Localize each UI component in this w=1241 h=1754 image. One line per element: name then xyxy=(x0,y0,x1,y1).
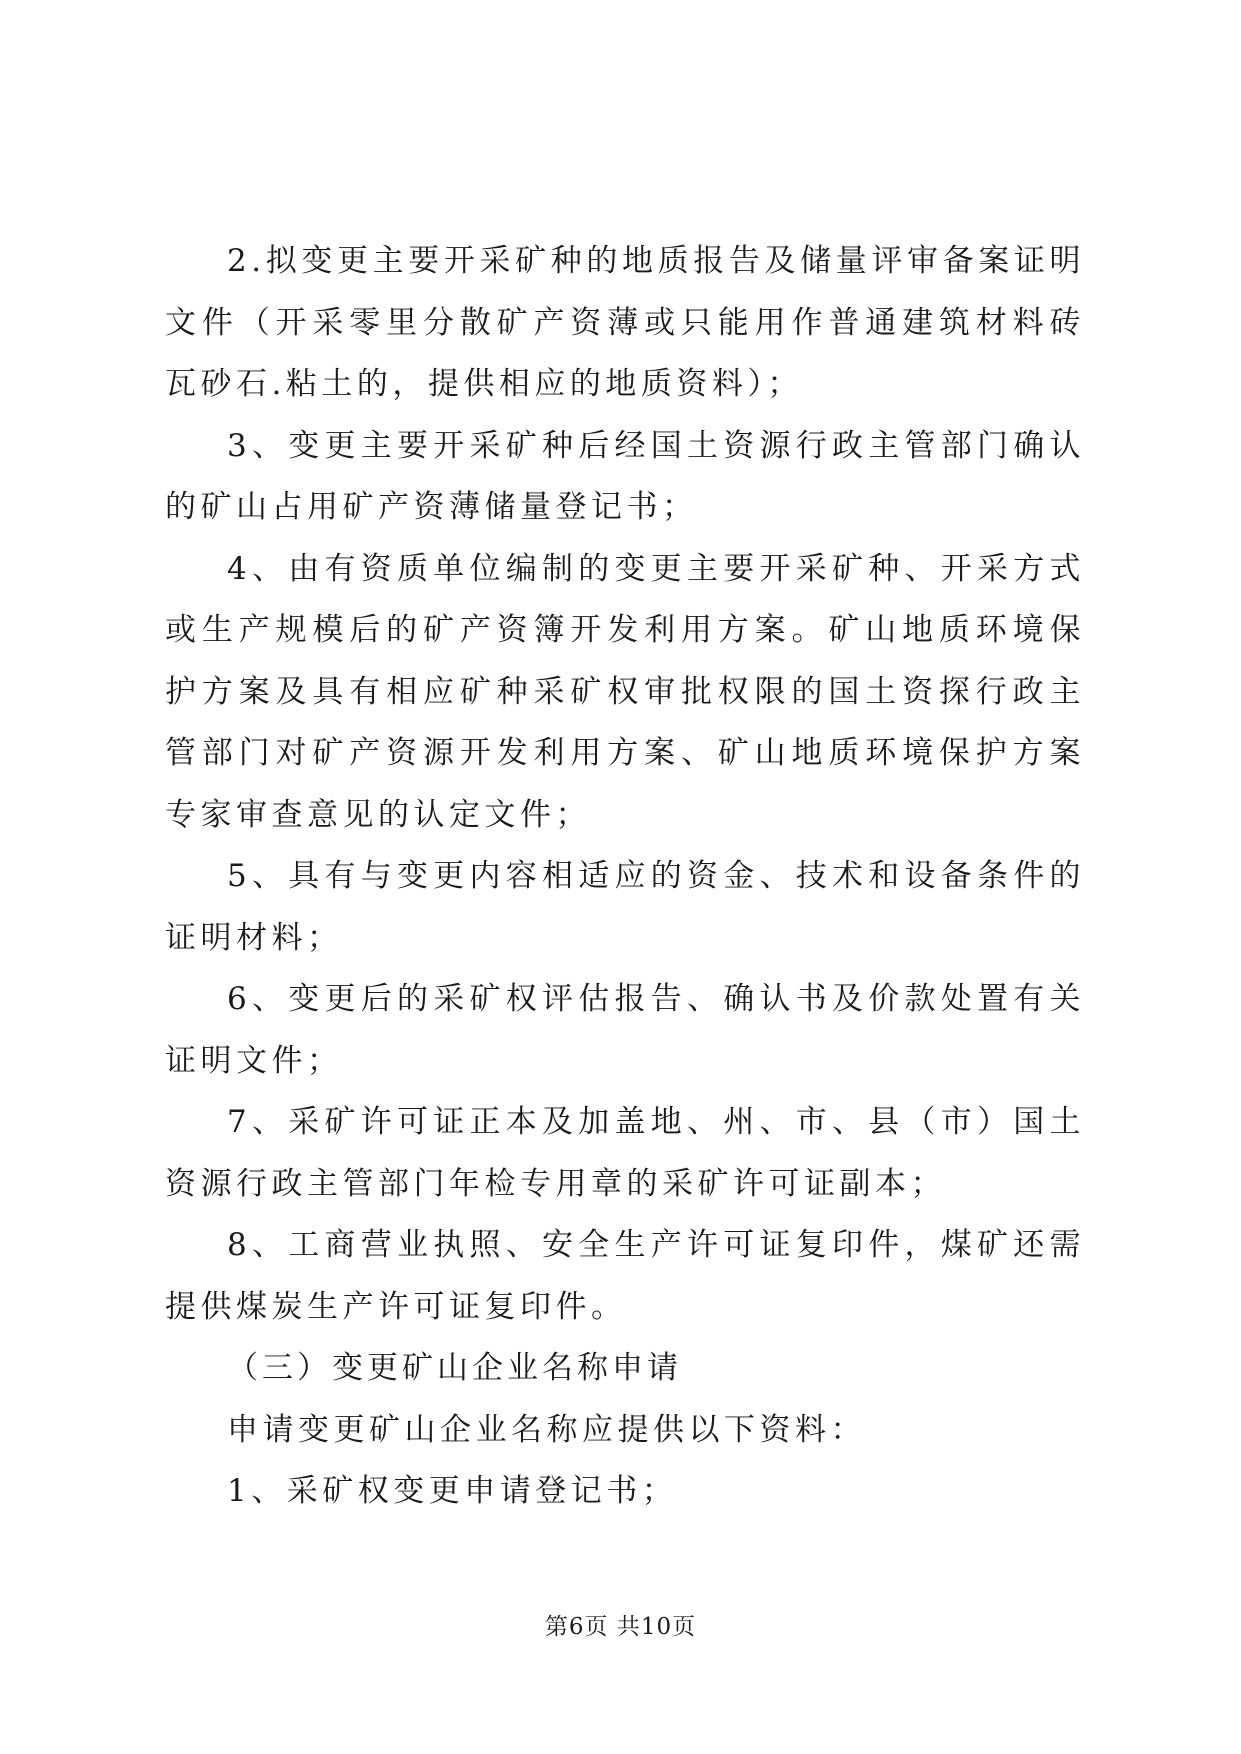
paragraph-item-3: 3、变更主要开采矿种后经国土资源行政主管部门确认的矿山占用矿产资薄储量登记书； xyxy=(165,427,1085,525)
page-footer xyxy=(0,1608,1241,1641)
paragraph-item-6: 6、变更后的采矿权评估报告、确认书及价款处置有关证明文件； xyxy=(165,981,1085,1079)
section-intro: 申请变更矿山企业名称应提供以下资料： xyxy=(227,1411,866,1448)
paragraph-item-7: 7、采矿许可证正本及加盖地、州、市、县（市）国土资源行政主管部门年检专用章的采矿许可证副本； xyxy=(165,1104,1085,1202)
section-heading: （三）变更矿山企业名称申请 xyxy=(227,1350,682,1386)
paragraph-item-4: 4、由有资质单位编制的变更主要开采矿种、开采方式或生产规模后的矿产资簿开发利用方案。矿山地质环境保护方案及具有相应矿种采矿权审批权限的国土资探行政主管部门对矿产资源开发利用方案、矿山地质环境保护方案专家审查意见的认定文件； xyxy=(165,550,1085,833)
page-number-label: 第6页 共10页 xyxy=(544,1614,697,1640)
paragraph-item-8: 8、工商营业执照、安全生产许可证复印件，煤矿还需提供煤炭生产许可证复印件。 xyxy=(165,1227,1085,1325)
paragraph-item-2: 2.拟变更主要开采矿种的地质报告及储量评审备案证明文件（开采零里分散矿产资薄或只能用作普通建筑材料砖瓦砂石.粘土的，提供相应的地质资料）； xyxy=(165,243,1085,402)
document-body xyxy=(165,231,1085,1523)
paragraph-item-5: 5、具有与变更内容相适应的资金、技术和设备条件的证明材料； xyxy=(165,858,1085,956)
section-item-1: 1、采矿权变更申请登记书； xyxy=(227,1473,678,1509)
